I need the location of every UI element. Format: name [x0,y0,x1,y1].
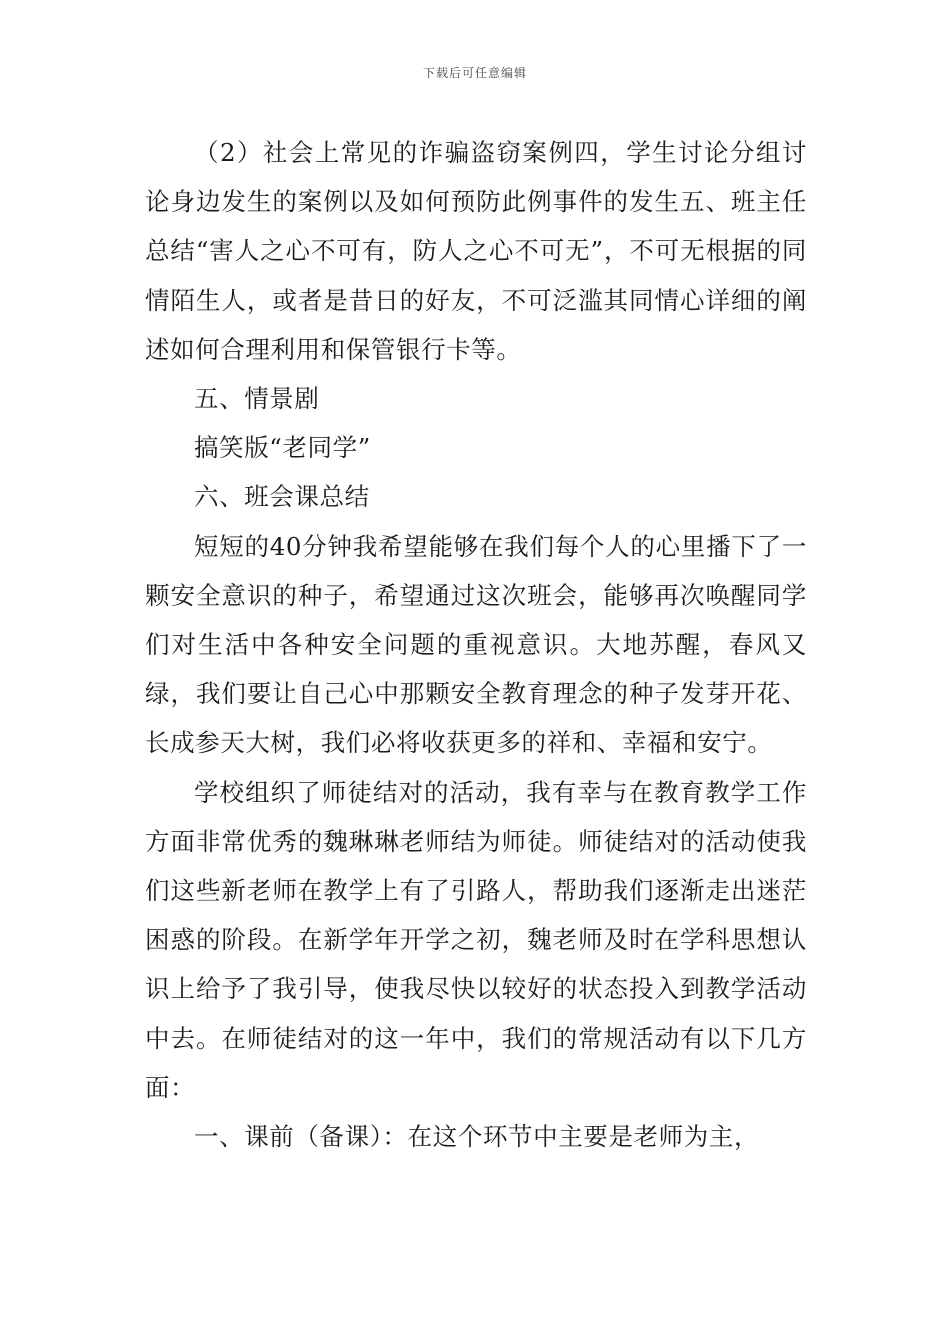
skit-title: 搞笑版“老同学” [194,433,371,463]
document-body [145,128,807,1161]
paragraph-mentorship: 学校组织了师徒结对的活动，我有幸与在教育教学工作方面非常优秀的魏琳琳老师结为师徒。师徒结对的活动使我们这些新老师在教学上有了引路人，帮助我们逐渐走出迷茫困惑的阶段。在新学年开学之初，魏老师及时在学科思想认识上给予了我引导，使我尽快以较好的状态投入到教学活动中去。在师徒结对的这一年中，我们的常规活动有以下几方面： [145,777,807,1102]
paragraph-lesson-prep: 一、课前（备课）：在这个环节中主要是老师为主， [194,1122,760,1152]
page-header: 下载后可任意编辑 [422,66,527,80]
paragraph-summary: 短短的40分钟我希望能够在我们每个人的心里播下了一颗安全意识的种子，希望通过这次班会，能够再次唤醒同学们对生活中各种安全问题的重视意识。大地苏醒，春风又绿，我们要让自己心中那颗安全教育理念的种子发芽开花、长成参天大树，我们必将收获更多的祥和、幸福和安宁。 [145,531,807,758]
heading-class-summary: 六、班会课总结 [194,482,370,512]
heading-skit: 五、情景剧 [194,384,320,414]
paragraph-fraud-cases: （2）社会上常见的诈骗盗窃案例四，学生讨论分组讨论身边发生的案例以及如何预防此例事件的发生五、班主任总结“害人之心不可有，防人之心不可无”，不可无根据的同情陌生人，或者是昔日的好友，不可泛滥其同情心详细的阐述如何合理利用和保管银行卡等。 [145,138,807,364]
